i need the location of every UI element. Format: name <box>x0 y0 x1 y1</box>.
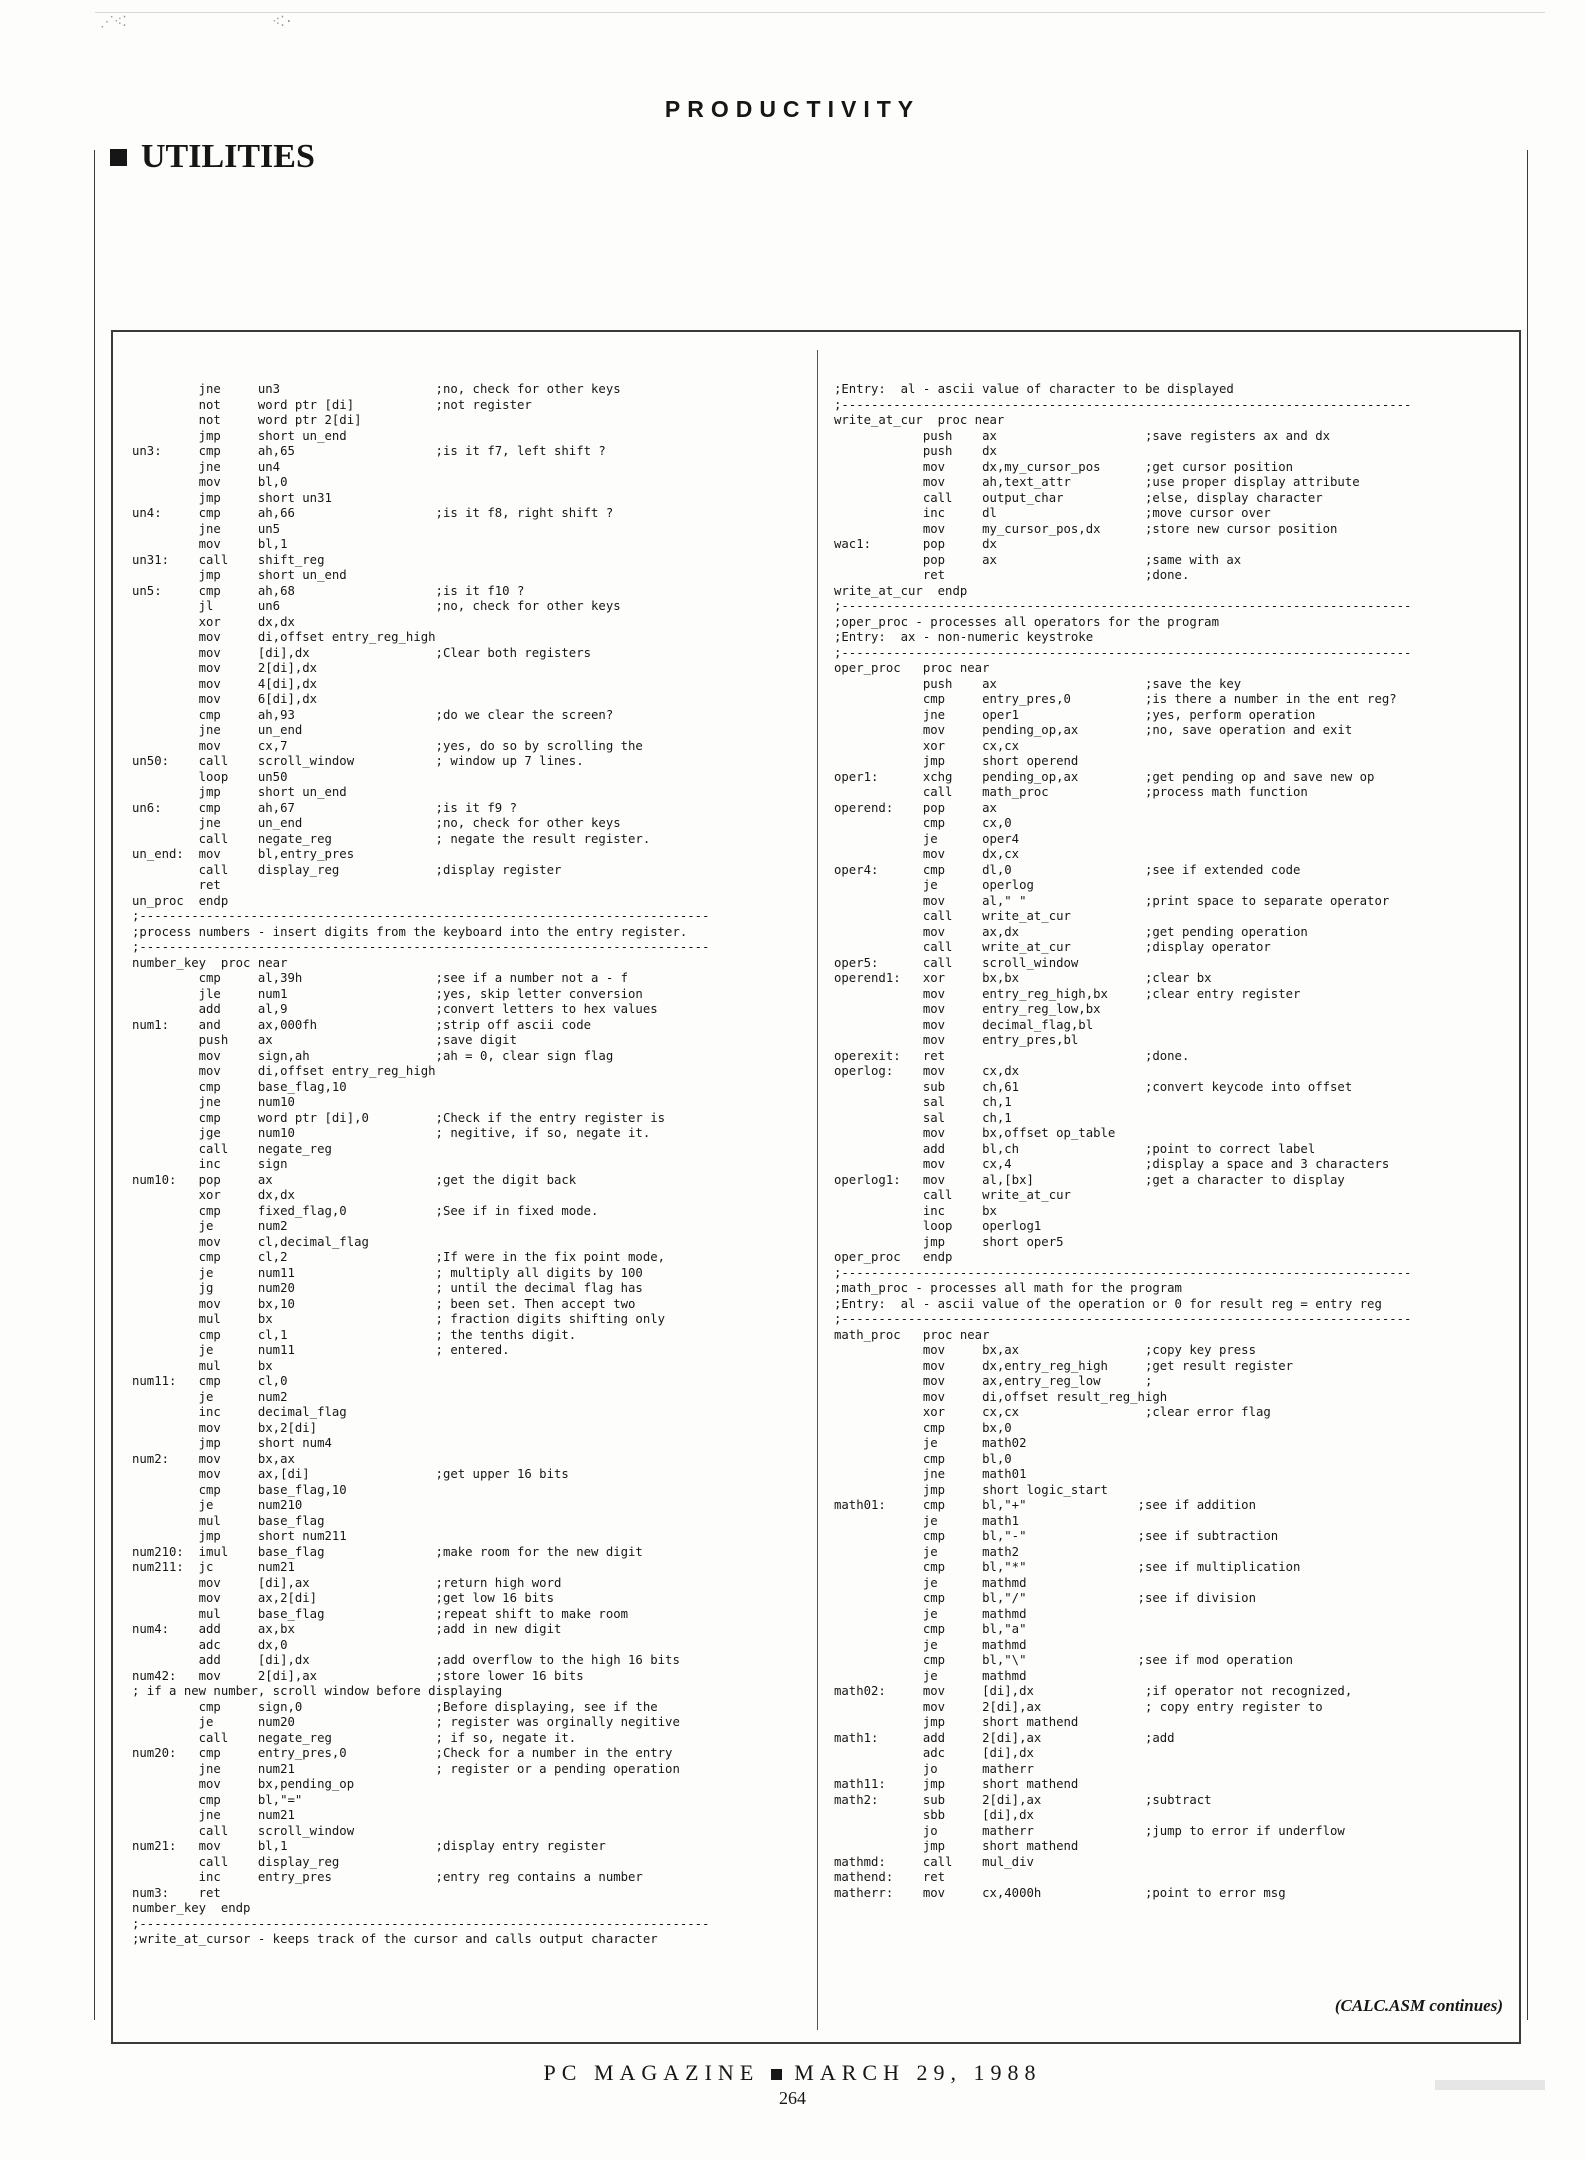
code-line: ;----------------------------------------------------------------------------- <box>834 1312 1412 1326</box>
code-line: jmp short mathend <box>834 1839 1079 1853</box>
code-line: num11: cmp cl,0 <box>132 1374 288 1388</box>
code-line: je num11 ; entered. <box>132 1343 510 1357</box>
code-line: push ax ;save registers ax and dx <box>834 428 1331 443</box>
code-line: inc bx <box>834 1203 997 1218</box>
code-line: jo matherr ;jump to error if underflow <box>834 1823 1345 1838</box>
scan-smudge <box>1435 2080 1545 2090</box>
code-line: not word ptr [di] ;not register <box>132 397 532 412</box>
code-line: mov ax,dx ;get pending operation <box>834 924 1308 939</box>
code-line: sal ch,1 <box>834 1095 1012 1109</box>
code-line: jl un6 ;no, check for other keys <box>132 599 621 613</box>
code-line: oper5: call scroll_window <box>834 955 1079 970</box>
code-line: un3: cmp ah,65 ;is it f7, left shift ? <box>132 444 606 458</box>
code-line: mov bx,ax ;copy key press <box>834 1343 1256 1357</box>
code-line: inc entry_pres ;entry reg contains a number <box>132 1870 643 1884</box>
code-line: mov bx,10 ; been set. Then accept two <box>132 1296 636 1311</box>
code-line: cmp sign,0 ;Before displaying, see if the <box>132 1699 658 1714</box>
column-divider <box>817 350 818 2030</box>
code-line: mov cx,4 ;display a space and 3 characters <box>834 1157 1390 1171</box>
code-line: jne num21 <box>132 1808 295 1822</box>
code-line: call display_reg <box>132 1854 340 1869</box>
code-line: mov di,offset result_reg_high <box>834 1389 1168 1404</box>
listing-right-column <box>834 382 1506 1901</box>
code-line: cmp base_flag,10 <box>132 1079 347 1094</box>
code-line: jne math01 <box>834 1467 1027 1481</box>
code-line: write_at_cur proc near <box>834 413 1005 427</box>
code-line: num3: ret <box>132 1885 221 1900</box>
code-line: adc [di],dx <box>834 1746 1034 1760</box>
code-line: math01: cmp bl,"+" ;see if addition <box>834 1498 1256 1512</box>
bullet-square-icon <box>771 2069 782 2080</box>
code-line: oper_proc endp <box>834 1250 953 1264</box>
code-line: cmp entry_pres,0 ;is there a number in the ent reg? <box>834 692 1397 706</box>
code-line: add [di],dx ;add overflow to the high 16 bits <box>132 1653 680 1667</box>
code-line: un4: cmp ah,66 ;is it f8, right shift ? <box>132 506 614 520</box>
code-line: cmp bl,"/" ;see if division <box>834 1591 1256 1605</box>
section-heading: PRODUCTIVITY <box>664 96 921 122</box>
code-line: math11: jmp short mathend <box>834 1777 1079 1791</box>
code-line: ret <box>132 878 221 892</box>
code-line: mov [di],dx ;Clear both registers <box>132 645 592 660</box>
code-line: je mathmd <box>834 1606 1027 1621</box>
code-line: jne un_end <box>132 723 303 737</box>
code-line: mov 4[di],dx <box>132 676 318 691</box>
code-line: math_proc proc near <box>834 1327 990 1342</box>
code-line: num20: cmp entry_pres,0 ;Check for a number in the entry <box>132 1746 673 1760</box>
code-line: num42: mov 2[di],ax ;store lower 16 bits <box>132 1668 584 1683</box>
code-line: mov 2[di],dx <box>132 661 318 675</box>
code-line: xor cx,cx <box>834 738 1020 753</box>
code-line: cmp bx,0 <box>834 1420 1012 1435</box>
code-line: un5: cmp ah,68 ;is it f10 ? <box>132 583 525 598</box>
code-line: ; if a new number, scroll window before displaying <box>132 1684 503 1698</box>
code-line: mov 2[di],ax ; copy entry register to <box>834 1699 1323 1714</box>
code-line: jne un3 ;no, check for other keys <box>132 382 621 396</box>
code-line: cmp bl,0 <box>834 1451 1012 1466</box>
code-line: mov entry_reg_low,bx <box>834 1002 1101 1016</box>
code-line: jmp short un31 <box>132 490 332 505</box>
code-line: mov bx,2[di] <box>132 1420 318 1435</box>
code-line: sub ch,61 ;convert keycode into offset <box>834 1079 1353 1094</box>
page-footer <box>0 2060 1585 2086</box>
code-line: ;Entry: al - ascii value of the operation or 0 for result reg = entry reg <box>834 1296 1382 1311</box>
code-line: cmp bl,"a" <box>834 1622 1027 1636</box>
code-line: mov dx,cx <box>834 847 1020 861</box>
code-line: je mathmd <box>834 1637 1027 1652</box>
code-line: jmp short num211 <box>132 1529 347 1543</box>
code-line: je num11 ; multiply all digits by 100 <box>132 1265 643 1280</box>
code-line: jo matherr <box>834 1761 1034 1776</box>
code-line: sal ch,1 <box>834 1110 1012 1125</box>
code-line: ;math_proc - processes all math for the program <box>834 1281 1182 1295</box>
code-line: mov dx,my_cursor_pos ;get cursor position <box>834 459 1294 474</box>
code-line: mul bx ; fraction digits shifting only <box>132 1312 666 1326</box>
code-line: cmp word ptr [di],0 ;Check if the entry register is <box>132 1110 666 1125</box>
code-line: un6: cmp ah,67 ;is it f9 ? <box>132 800 517 815</box>
code-line: call output_char ;else, display character <box>834 490 1323 505</box>
code-line: je math02 <box>834 1436 1027 1450</box>
code-line: sbb [di],dx <box>834 1808 1034 1822</box>
code-line: jmp short operend <box>834 754 1079 768</box>
code-line: cmp bl,"=" <box>132 1792 303 1807</box>
code-line: oper4: cmp dl,0 ;see if extended code <box>834 862 1301 877</box>
code-line: mov my_cursor_pos,dx ;store new cursor position <box>834 521 1338 536</box>
code-line: inc dl ;move cursor over <box>834 506 1271 520</box>
code-line: operend: pop ax <box>834 800 997 815</box>
code-line: mov entry_reg_high,bx ;clear entry register <box>834 986 1301 1001</box>
code-line: add bl,ch ;point to correct label <box>834 1141 1316 1156</box>
code-line: ;oper_proc - processes all operators for the program <box>834 614 1219 629</box>
code-line: num10: pop ax ;get the digit back <box>132 1172 577 1187</box>
code-line: jmp short oper5 <box>834 1234 1064 1249</box>
code-line: ;----------------------------------------------------------------------------- <box>132 940 710 954</box>
code-line: un_end: mov bl,entry_pres <box>132 847 355 861</box>
code-line: mul base_flag <box>132 1513 325 1528</box>
code-line: jne num10 <box>132 1095 295 1109</box>
code-line: num4: add ax,bx ;add in new digit <box>132 1622 562 1636</box>
issue-date: MARCH 29, 1988 <box>794 2060 1042 2085</box>
code-line: mov dx,entry_reg_high ;get result register <box>834 1358 1294 1373</box>
code-line: jne num21 ; register or a pending operation <box>132 1761 680 1776</box>
code-line: num211: jc num21 <box>132 1560 295 1574</box>
code-line: ;Entry: ax - non-numeric keystroke <box>834 630 1094 644</box>
code-line: cmp bl,"\" ;see if mod operation <box>834 1653 1294 1667</box>
code-line: ;process numbers - insert digits from the keyboard into the entry register. <box>132 924 688 939</box>
code-line: cmp cl,2 ;If were in the fix point mode, <box>132 1250 666 1264</box>
code-line: call write_at_cur <box>834 1188 1071 1202</box>
code-line: call write_at_cur ;display operator <box>834 940 1271 954</box>
code-line: push ax ;save the key <box>834 676 1242 691</box>
code-line: mov entry_pres,bl <box>834 1033 1079 1047</box>
page-number: 264 <box>779 2088 806 2108</box>
code-line: jmp short mathend <box>834 1715 1079 1729</box>
code-line: jne un_end ;no, check for other keys <box>132 816 621 830</box>
code-line: inc decimal_flag <box>132 1405 347 1419</box>
code-line: adc dx,0 <box>132 1637 288 1652</box>
code-line: oper1: xchg pending_op,ax ;get pending op and save new op <box>834 769 1375 784</box>
code-line: inc sign <box>132 1157 288 1171</box>
code-line: mul bx <box>132 1358 273 1373</box>
code-line: je num2 <box>132 1219 288 1233</box>
code-line: operlog: mov cx,dx <box>834 1064 1020 1078</box>
code-line: pop ax ;same with ax <box>834 552 1242 567</box>
code-line: mov al," " ;print space to separate operator <box>834 893 1390 908</box>
code-line: ;----------------------------------------------------------------------------- <box>834 397 1412 412</box>
code-line: je num2 <box>132 1389 288 1404</box>
code-line: mov di,offset entry_reg_high <box>132 1064 436 1078</box>
code-line: num2: mov bx,ax <box>132 1451 295 1466</box>
code-line: mov ax,entry_reg_low ; <box>834 1374 1153 1388</box>
code-line: push dx <box>834 444 997 458</box>
code-line: push ax ;save digit <box>132 1033 517 1047</box>
left-margin-rule <box>94 150 95 2020</box>
code-line: jmp short un_end <box>132 785 347 799</box>
code-line: oper_proc proc near <box>834 661 990 675</box>
code-line: jg num20 ; until the decimal flag has <box>132 1281 643 1295</box>
code-line: num1: and ax,000fh ;strip off ascii code <box>132 1017 592 1032</box>
code-line: jmp short un_end <box>132 428 347 443</box>
code-line: je math2 <box>834 1544 1020 1559</box>
code-line: number_key endp <box>132 1901 251 1915</box>
code-line: mov cl,decimal_flag <box>132 1234 369 1249</box>
scan-artifact: ⁖⁚⋅ <box>272 14 294 30</box>
code-line: loop un50 <box>132 769 288 784</box>
code-line: wac1: pop dx <box>834 537 997 551</box>
code-line: mov cx,7 ;yes, do so by scrolling the <box>132 738 643 753</box>
top-edge-line <box>95 12 1545 13</box>
code-line: ;----------------------------------------------------------------------------- <box>834 645 1412 660</box>
code-line: je mathmd <box>834 1668 1027 1683</box>
code-line: call display_reg ;display register <box>132 862 562 877</box>
code-line: call write_at_cur <box>834 909 1071 923</box>
code-line: jne oper1 ;yes, perform operation <box>834 707 1316 722</box>
code-line: call negate_reg ; negate the result register. <box>132 831 651 846</box>
code-line: write_at_cur endp <box>834 583 968 598</box>
code-line: mov [di],ax ;return high word <box>132 1575 562 1590</box>
code-line: loop operlog1 <box>834 1219 1042 1233</box>
continuation-note: (CALC.ASM continues) <box>1334 1996 1503 2015</box>
code-line: mov bl,0 <box>132 475 288 489</box>
code-line: xor dx,dx <box>132 1188 295 1202</box>
code-line: je num210 <box>132 1498 303 1512</box>
code-line: math02: mov [di],dx ;if operator not recognized, <box>834 1684 1353 1698</box>
code-line: je oper4 <box>834 831 1020 846</box>
code-line: cmp bl,"-" ;see if subtraction <box>834 1529 1279 1543</box>
code-line: mathend: ret <box>834 1870 946 1884</box>
code-line: cmp ah,93 ;do we clear the screen? <box>132 707 614 722</box>
code-line: mov bl,1 <box>132 537 288 551</box>
code-line: ;write_at_cursor - keeps track of the cursor and calls output character <box>132 1932 658 1946</box>
code-line: je mathmd <box>834 1575 1027 1590</box>
code-line: jmp short num4 <box>132 1436 332 1450</box>
code-line: je math1 <box>834 1513 1020 1528</box>
bullet-square-icon <box>110 149 127 166</box>
code-line: mov decimal_flag,bl <box>834 1017 1094 1032</box>
code-line: ;----------------------------------------------------------------------------- <box>834 599 1412 613</box>
category-heading <box>110 138 315 176</box>
code-line: call negate_reg <box>132 1141 332 1156</box>
code-line: mov ax,2[di] ;get low 16 bits <box>132 1591 554 1605</box>
code-line: je operlog <box>834 878 1034 892</box>
code-line: operexit: ret ;done. <box>834 1048 1190 1063</box>
code-line: add al,9 ;convert letters to hex values <box>132 1002 658 1016</box>
code-line: mov di,offset entry_reg_high <box>132 630 436 644</box>
code-line: jne un4 <box>132 459 281 474</box>
code-line: cmp cl,1 ; the tenths digit. <box>132 1327 577 1342</box>
code-line: math1: add 2[di],ax ;add <box>834 1730 1175 1745</box>
code-line: num210: imul base_flag ;make room for the new digit <box>132 1544 643 1559</box>
code-line: call scroll_window <box>132 1823 355 1838</box>
code-line: ret ;done. <box>834 568 1190 582</box>
code-line: mov ax,[di] ;get upper 16 bits <box>132 1467 569 1481</box>
code-line: mathmd: call mul_div <box>834 1854 1034 1869</box>
code-line: mov ah,text_attr ;use proper display attribute <box>834 475 1360 489</box>
listing-left-column <box>132 382 804 1948</box>
code-line: cmp base_flag,10 <box>132 1482 347 1497</box>
code-line: jle num1 ;yes, skip letter conversion <box>132 986 643 1001</box>
code-line: ;Entry: al - ascii value of character to be displayed <box>834 382 1234 396</box>
code-line: mov bx,offset op_table <box>834 1126 1116 1140</box>
code-line: un_proc endp <box>132 893 229 908</box>
code-line: mov 6[di],dx <box>132 692 318 706</box>
code-line: cmp fixed_flag,0 ;See if in fixed mode. <box>132 1203 599 1218</box>
code-line: matherr: mov cx,4000h ;point to error msg <box>834 1885 1286 1900</box>
code-line: xor dx,dx <box>132 614 295 629</box>
code-line: call negate_reg ; if so, negate it. <box>132 1730 577 1745</box>
code-line: ;----------------------------------------------------------------------------- <box>132 1916 710 1931</box>
code-line: jne un5 <box>132 521 281 536</box>
code-line: ;----------------------------------------------------------------------------- <box>132 909 710 923</box>
code-line: call math_proc ;process math function <box>834 785 1308 799</box>
code-line: not word ptr 2[di] <box>132 413 362 427</box>
right-margin-rule <box>1527 150 1528 2020</box>
code-line: un31: call shift_reg <box>132 552 325 567</box>
code-line: mul base_flag ;repeat shift to make room <box>132 1606 629 1621</box>
code-line: operend1: xor bx,bx ;clear bx <box>834 971 1212 985</box>
code-line: jge num10 ; negitive, if so, negate it. <box>132 1126 651 1140</box>
code-line: math2: sub 2[di],ax ;subtract <box>834 1792 1212 1807</box>
code-line: operlog1: mov al,[bx] ;get a character to display <box>834 1172 1345 1187</box>
code-line: cmp bl,"*" ;see if multiplication <box>834 1560 1301 1574</box>
scan-artifact: ⋰⁖⁚ <box>100 14 127 30</box>
code-line: ;----------------------------------------------------------------------------- <box>834 1265 1412 1280</box>
code-line: cmp cx,0 <box>834 816 1012 830</box>
code-line: un50: call scroll_window ; window up 7 lines. <box>132 754 584 768</box>
code-line: number_key proc near <box>132 955 288 970</box>
code-line: xor cx,cx ;clear error flag <box>834 1405 1271 1419</box>
code-line: je num20 ; register was orginally negitive <box>132 1715 680 1729</box>
code-line: jmp short un_end <box>132 568 347 582</box>
code-line: mov sign,ah ;ah = 0, clear sign flag <box>132 1048 614 1063</box>
magazine-name: PC MAGAZINE <box>543 2060 760 2085</box>
code-line: mov bx,pending_op <box>132 1777 355 1791</box>
code-line: mov pending_op,ax ;no, save operation and exit <box>834 723 1353 737</box>
category-label: UTILITIES <box>141 138 315 175</box>
code-line: cmp al,39h ;see if a number not a - f <box>132 971 629 985</box>
code-line: num21: mov bl,1 ;display entry register <box>132 1839 606 1853</box>
code-line: jmp short logic_start <box>834 1482 1108 1497</box>
